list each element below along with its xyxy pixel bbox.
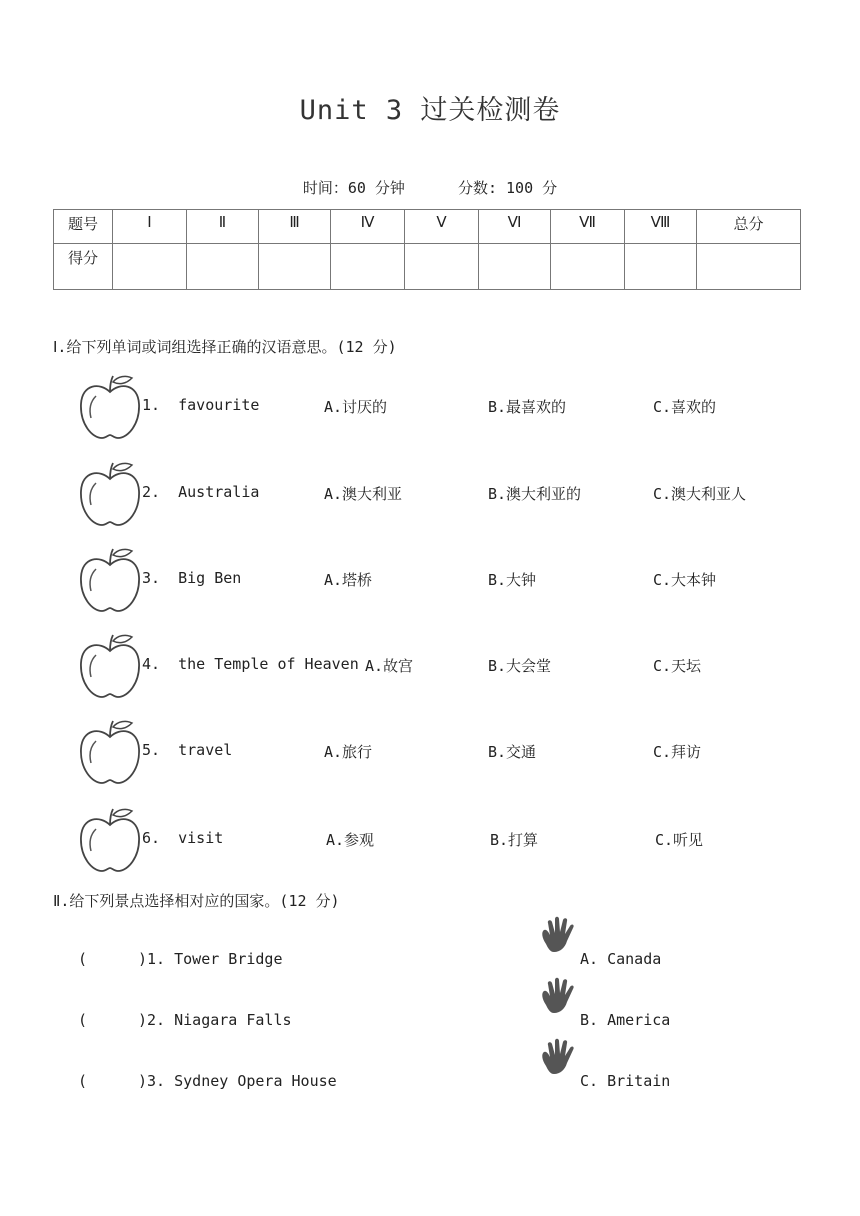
matching-option: B. America <box>580 1011 671 1029</box>
score-cell[interactable] <box>113 244 187 290</box>
option-c[interactable]: C.拜访 <box>653 743 702 761</box>
option-a[interactable]: A.故宫 <box>365 657 414 675</box>
score-row-label: 得分 <box>54 244 113 290</box>
matching-question: )2. Niagara Falls <box>138 1011 292 1029</box>
page-title: Unit 3 过关检测卷 <box>299 95 561 126</box>
option-a[interactable]: A.塔桥 <box>324 571 373 589</box>
score-cell[interactable] <box>625 244 697 290</box>
total-score: 分数: 100 分 <box>457 179 558 197</box>
score-cell[interactable] <box>331 244 405 290</box>
score-cell[interactable] <box>405 244 479 290</box>
answer-bracket-open[interactable]: ( <box>78 1011 88 1029</box>
option-c[interactable]: C.听见 <box>655 831 704 849</box>
header-cell: Ⅳ <box>331 210 405 244</box>
score-table-header-row <box>54 210 801 244</box>
question-word: 5. travel <box>142 741 233 759</box>
header-cell: Ⅷ <box>625 210 697 244</box>
option-b[interactable]: B.大会堂 <box>488 657 552 675</box>
question-word: 3. Big Ben <box>142 569 242 587</box>
exam-meta <box>0 177 860 198</box>
option-c[interactable]: C.天坛 <box>653 657 702 675</box>
matching-option: C. Britain <box>580 1072 671 1090</box>
header-cell: 题号 <box>54 210 113 244</box>
option-c[interactable]: C.大本钟 <box>653 571 717 589</box>
question-word: 4. the Temple of Heaven <box>142 655 359 673</box>
option-a[interactable]: A.参观 <box>326 831 375 849</box>
question-word: 2. Australia <box>142 483 260 501</box>
option-b[interactable]: B.澳大利亚的 <box>488 485 582 503</box>
apple-icon <box>78 372 142 442</box>
matching-item <box>78 1072 798 1102</box>
section1-heading: Ⅰ.给下列单词或词组选择正确的汉语意思。(12 分) <box>53 338 397 356</box>
hand-icon <box>538 975 580 1017</box>
header-cell: 总分 <box>697 210 801 244</box>
question-item <box>78 372 818 442</box>
apple-icon <box>78 631 142 701</box>
question-item <box>78 459 818 529</box>
option-b[interactable]: B.交通 <box>488 743 537 761</box>
matching-item <box>78 950 798 980</box>
header-cell: Ⅵ <box>479 210 551 244</box>
header-cell: Ⅰ <box>113 210 187 244</box>
question-word: 6. visit <box>142 829 224 847</box>
matching-question: )3. Sydney Opera House <box>138 1072 337 1090</box>
question-item <box>78 717 818 787</box>
matching-question: )1. Tower Bridge <box>138 950 283 968</box>
option-b[interactable]: B.大钟 <box>488 571 537 589</box>
time-limit: 时间：60 分钟 <box>302 179 405 197</box>
answer-bracket-open[interactable]: ( <box>78 950 88 968</box>
matching-item <box>78 1011 798 1041</box>
option-b[interactable]: B.最喜欢的 <box>488 398 567 416</box>
apple-icon <box>78 805 142 875</box>
score-cell[interactable] <box>697 244 801 290</box>
score-cell[interactable] <box>187 244 259 290</box>
apple-icon <box>78 717 142 787</box>
option-c[interactable]: C.喜欢的 <box>653 398 717 416</box>
option-b[interactable]: B.打算 <box>490 831 539 849</box>
option-c[interactable]: C.澳大利亚人 <box>653 485 747 503</box>
hand-icon <box>538 1036 580 1078</box>
header-cell: Ⅶ <box>551 210 625 244</box>
option-a[interactable]: A.讨厌的 <box>324 398 388 416</box>
section2-heading: Ⅱ.给下列景点选择相对应的国家。(12 分) <box>53 892 340 910</box>
answer-bracket-open[interactable]: ( <box>78 1072 88 1090</box>
header-cell: Ⅴ <box>405 210 479 244</box>
matching-option: A. Canada <box>580 950 662 968</box>
score-cell[interactable] <box>551 244 625 290</box>
hand-icon <box>538 914 580 956</box>
apple-icon <box>78 459 142 529</box>
option-a[interactable]: A.澳大利亚 <box>324 485 403 503</box>
score-table <box>53 209 801 290</box>
question-word: 1. favourite <box>142 396 260 414</box>
score-cell[interactable] <box>259 244 331 290</box>
header-cell: Ⅱ <box>187 210 259 244</box>
header-cell: Ⅲ <box>259 210 331 244</box>
score-table-score-row <box>54 244 801 290</box>
score-cell[interactable] <box>479 244 551 290</box>
option-a[interactable]: A.旅行 <box>324 743 373 761</box>
apple-icon <box>78 545 142 615</box>
question-item <box>78 545 818 615</box>
question-item <box>78 631 818 701</box>
question-item <box>78 805 818 875</box>
